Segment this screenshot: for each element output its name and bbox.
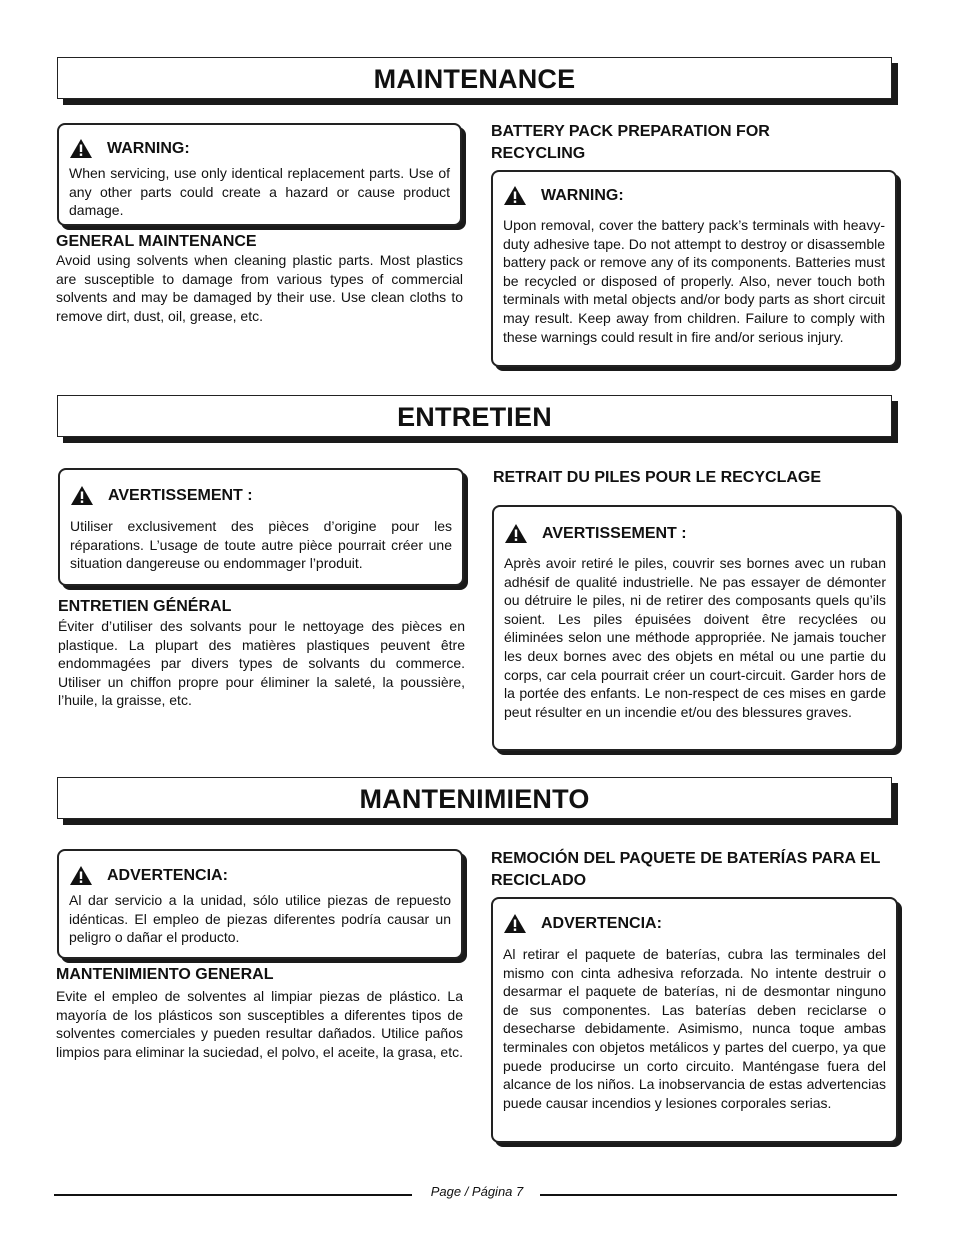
battery-recycling-heading: REMOCIÓN DEL PAQUETE DE BATERÍAS PARA EL RECICLADO <box>491 850 881 889</box>
warning-label: WARNING: <box>107 139 190 157</box>
general-maintenance-text: Evite el empleo de solventes al limpiar piezas de plástico. La mayoría de los plásticos son susceptibles a diferentes tipos de solventes comerciales y pueden resultar dañados. Utilice paños limpios para eliminar la suciedad, el polvo, el aceite, la grasa, etc. <box>56 988 463 1060</box>
section-banner-maintenance <box>57 57 892 99</box>
warning-header <box>503 185 624 206</box>
battery-warning-box <box>491 897 898 1143</box>
battery-warning-text: Après avoir retiré le piles, couvrir ses bornes avec un ruban adhésif de qualité industrielle. Ne pas essayer de démonter ou détruire le piles, ni de retirer des composants quels qu’ils soient. Les piles épuisées doivent être recyclées ou éliminées selon une méthode appropriée. Ne jamais toucher les deux bornes avec des objets en métal ou une partie du corps, car cela pourrait créer un court-circuit. Garder hors de la portée des enfants. Le non-respect de ces mises en garde peut résulter en un incendie et/ou des blessures graves. <box>504 555 886 720</box>
warning-header <box>504 523 687 544</box>
warning-label: ADVERTENCIA: <box>541 914 662 932</box>
warning-text: When servicing, use only identical replacement parts. Use of any other parts could create a hazard or cause product damage. <box>69 165 450 219</box>
battery-warning-box <box>492 505 898 751</box>
warning-label: AVERTISSEMENT : <box>108 486 253 504</box>
section-banner-mantenimiento <box>57 777 892 819</box>
battery-warning-text: Al retirar el paquete de baterías, cubra las terminales del mismo con cinta adhesiva reforzada. No intente destruir o desarmar el paquete de baterías, ni de desmontar ninguno de sus componentes. Las baterías deben reciclarse o desecharse debidamente. Asimismo, nunca toque ambas terminales con objetos metálicos y partes del cuerpo, ya que puede producirse un corto circuito. Manténgase fuera del alcance de los niños. La inobservancia de estas advertencias puede causar incendios y lesiones corporales serias. <box>503 946 886 1111</box>
warning-triangle-icon <box>70 485 94 506</box>
warning-label: WARNING: <box>541 186 624 204</box>
general-maintenance-heading: MANTENIMIENTO GENERAL <box>56 966 274 983</box>
section-title: MANTENIMIENTO <box>359 784 590 814</box>
warning-text: Al dar servicio a la unidad, sólo utilice piezas de repuesto idénticas. El empleo de piezas diferentes podría causar un peligro o dañar el producto. <box>69 892 451 946</box>
warning-box <box>57 123 462 226</box>
warning-box <box>58 468 464 586</box>
warning-triangle-icon <box>504 523 528 544</box>
warning-label: ADVERTENCIA: <box>107 866 228 884</box>
warning-text: Utiliser exclusivement des pièces d’origine pour les réparations. L’usage de toute autre pièce pourrait créer une situation dangereuse ou endommager l’produit. <box>70 518 452 572</box>
general-maintenance-heading: GENERAL MAINTENANCE <box>56 233 257 250</box>
section-title: MAINTENANCE <box>373 64 576 94</box>
warning-triangle-icon <box>503 913 527 934</box>
warning-triangle-icon <box>503 185 527 206</box>
warning-header <box>503 913 662 934</box>
battery-warning-box <box>491 170 897 367</box>
page-number-label: Page / Página 7 <box>423 1184 532 1199</box>
warning-header <box>69 138 190 159</box>
warning-triangle-icon <box>69 138 93 159</box>
warning-box <box>57 849 463 959</box>
warning-triangle-icon <box>69 865 93 886</box>
battery-recycling-heading: BATTERY PACK PREPARATION FOR RECYCLING <box>491 123 770 162</box>
general-maintenance-heading: ENTRETIEN GÉNÉRAL <box>58 598 232 615</box>
general-maintenance-text: Avoid using solvents when cleaning plastic parts. Most plastics are susceptible to damage from various types of commercial solvents and may be damaged by their use. Use clean cloths to remove dirt, dust, oil, grease, etc. <box>56 252 463 324</box>
general-maintenance-text: Éviter d’utiliser des solvants pour le nettoyage des pièces en plastique. La plupart des matières plastiques peuvent être endommagées par divers types de solvants du commerce. Utiliser un chiffon propre pour éliminer la saleté, la poussière, l’huile, la graisse, etc. <box>58 618 465 709</box>
warning-header <box>70 485 253 506</box>
warning-header <box>69 865 228 886</box>
section-title: ENTRETIEN <box>397 402 552 432</box>
battery-recycling-heading: RETRAIT DU PILES POUR LE RECYCLAGE <box>493 469 822 486</box>
page-number <box>0 1184 954 1199</box>
battery-warning-text: Upon removal, cover the battery pack’s terminals with heavy-duty adhesive tape. Do not attempt to destroy or disassemble battery pack or remove any of its components. Batteries must be recycled or disposed of properly. Also, never touch both terminals with metal objects and/or body parts as short circuit may result. Keep away from children. Failure to comply with these warnings could result in fire and/or serious injury. <box>503 217 885 345</box>
section-banner-entretien <box>57 395 892 437</box>
warning-label: AVERTISSEMENT : <box>542 524 687 542</box>
